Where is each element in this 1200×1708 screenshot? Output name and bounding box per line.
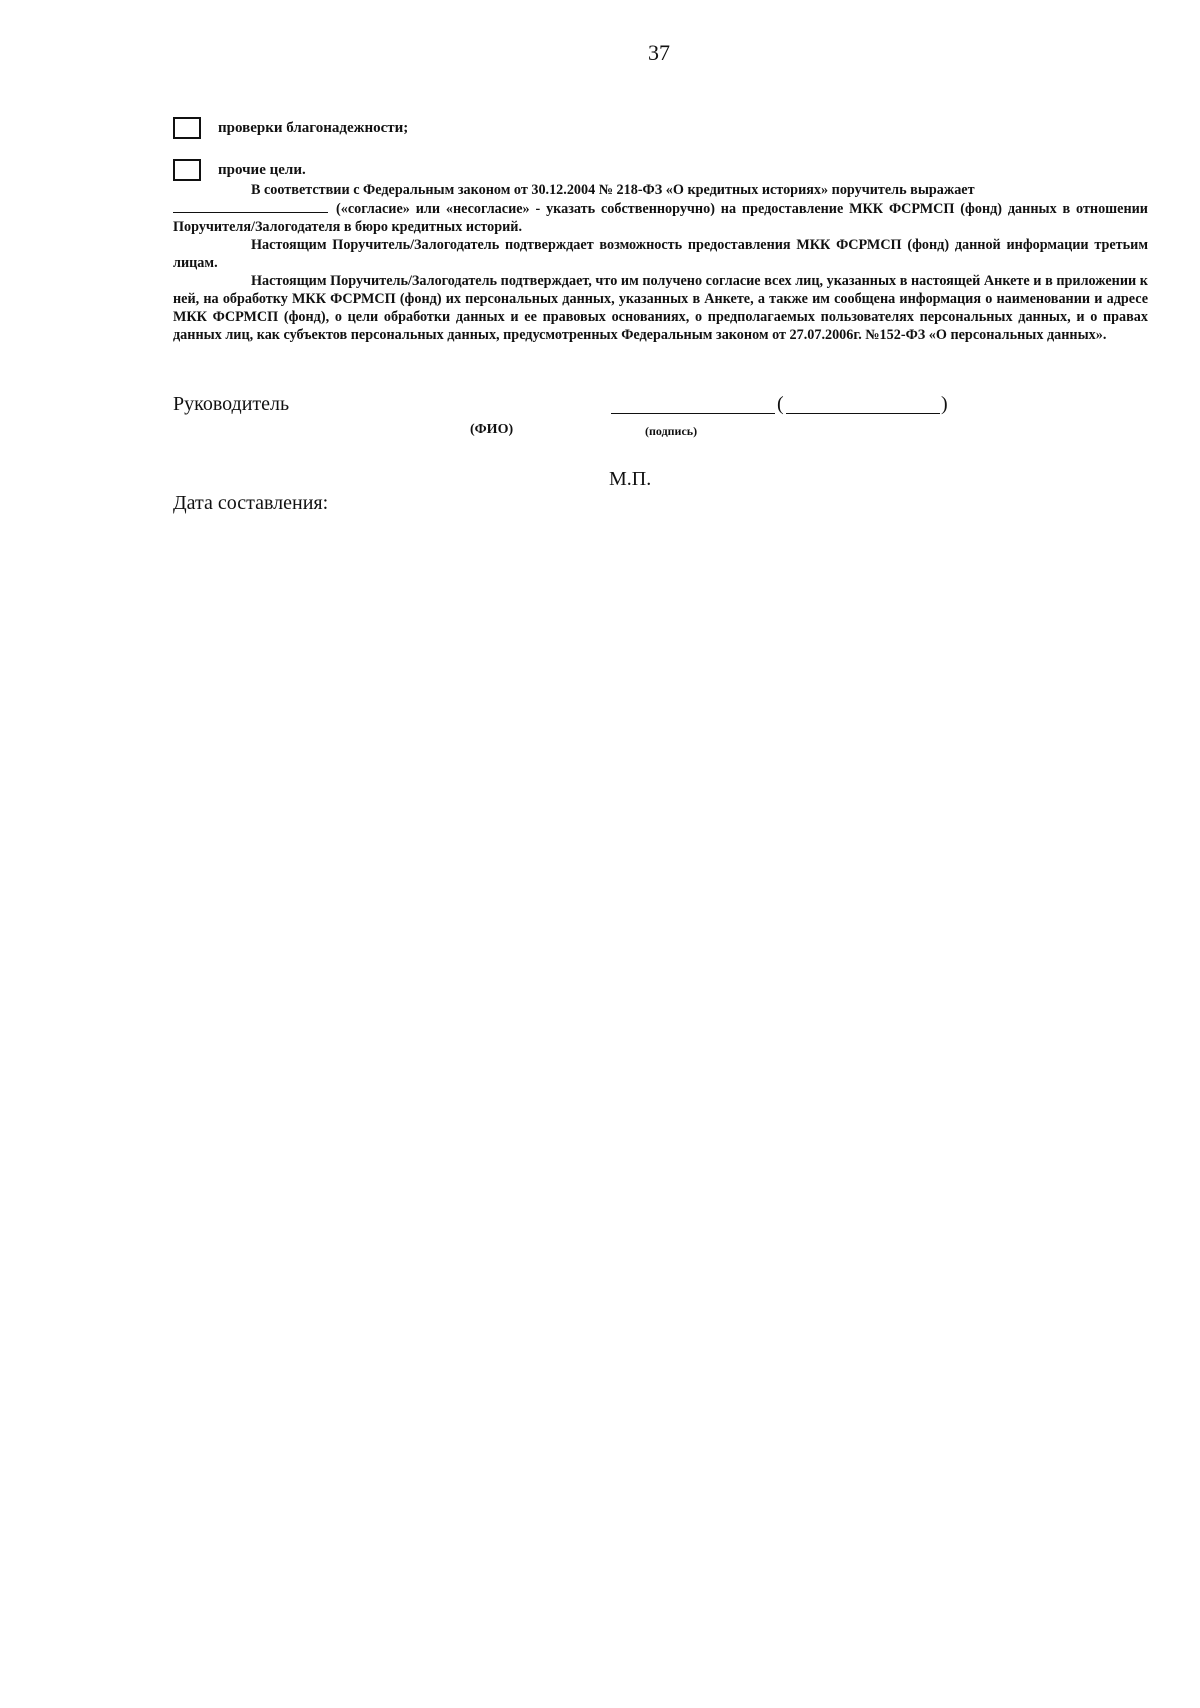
other-purposes-label: прочие цели. xyxy=(218,161,306,178)
fio-line[interactable] xyxy=(611,413,775,414)
credit-history-consent-paragraph xyxy=(173,181,1148,199)
consent-text-block xyxy=(173,181,1148,344)
paren-close: ) xyxy=(941,393,948,415)
third-party-paragraph: Настоящим Поручитель/Залогодатель подтверждает возможность предоставления МКК ФСРМСП (фонд) данной информации третьим лицам. xyxy=(173,237,1148,271)
checkbox-row-reliability-check xyxy=(173,115,408,141)
paren-open: ( xyxy=(777,393,784,415)
head-label: Руководитель xyxy=(173,393,290,415)
signature-line[interactable] xyxy=(786,413,940,414)
fio-caption: (ФИО) xyxy=(470,422,514,437)
signature-caption: (подпись) xyxy=(645,424,698,438)
signature-row xyxy=(173,393,1148,419)
date-label: Дата составления: xyxy=(173,492,329,514)
reliability-check-label: проверки благонадежности; xyxy=(218,119,409,136)
credit-history-rest: («согласие» или «несогласие» - указать собственноручно) на предоставление МКК ФСРМСП (фонд) данных в отношении Поручителя/Залогодателя в бюро кредитных историй. xyxy=(173,201,1148,235)
checkbox-row-other-purposes xyxy=(173,157,306,183)
personal-data-paragraph: Настоящим Поручитель/Залогодатель подтверждает, что им получено согласие всех лиц, указанных в настоящей Анкете и в приложении к ней, на обработку МКК ФСРМСП (фонд) их персональных данных, указанных в Анкете, а также им сообщена информация о наименовании и адресе МКК ФСРМСП (фонд), о цели обработки данных и ее правовых основаниях, о предполагаемых пользователях персональных данных, и о правах данных лиц, как субъектов персональных данных, предусмотренных Федеральным законом от 27.07.2006г. №152-ФЗ «О персональных данных». xyxy=(173,273,1148,343)
credit-history-intro: В соответствии с Федеральным законом от 30.12.2004 № 218-ФЗ «О кредитных историях» поручитель выражает xyxy=(251,182,975,198)
other-purposes-checkbox[interactable] xyxy=(173,159,201,181)
stamp-label: М.П. xyxy=(609,468,652,490)
credit-history-consent-continuation xyxy=(173,199,1148,236)
page-number: 37 xyxy=(648,40,670,65)
consent-blank-field[interactable] xyxy=(173,199,328,213)
reliability-check-checkbox[interactable] xyxy=(173,117,201,139)
